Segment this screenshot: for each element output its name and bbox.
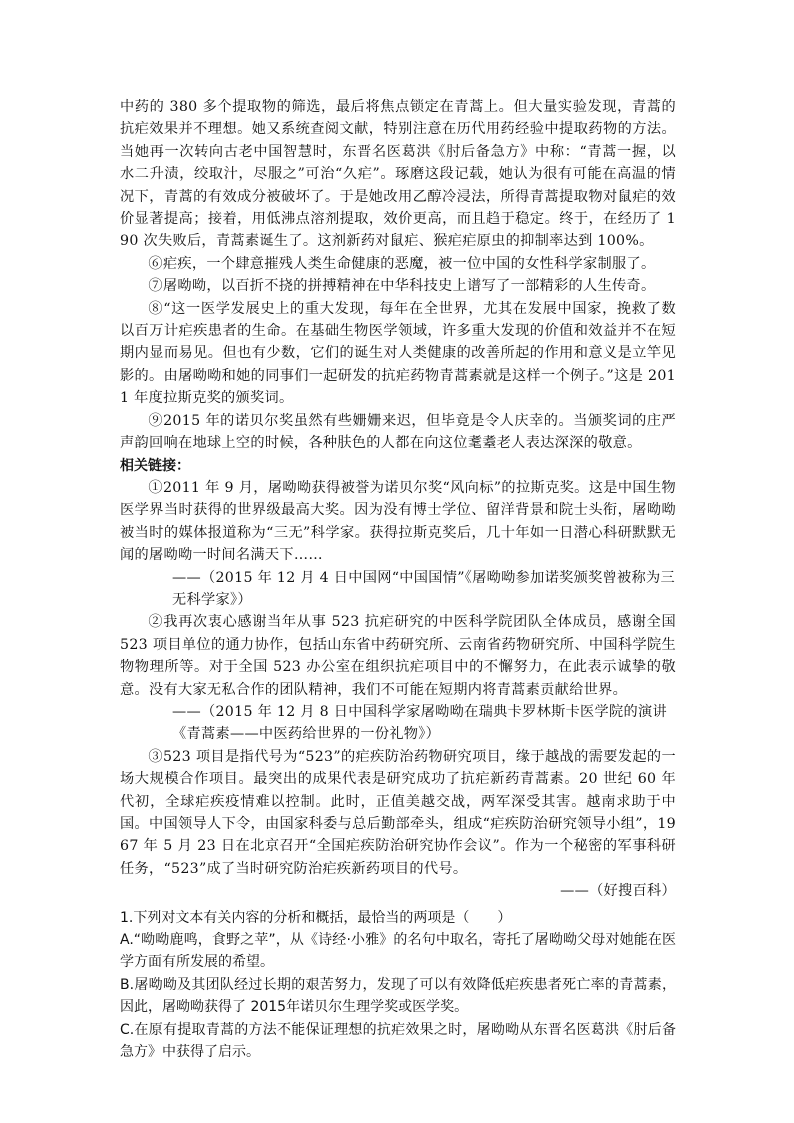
related-link-3: ③523 项目是指代号为“523”的疟疾防治药物研究项目，缘于越战的需要发起的一场大规模合作项目。最突出的成果代表是研究成功了抗疟新药青蒿素。20 世纪 60 年代初，全球疟疾疫情难以控制。此时，正值美越交战，两军深受其害。越南求助于中国。中国领导人下令，由国家科委与总后勤部牵头，组成“疟疾防治研究领导小组”，1967 年 5 月 23 日在北京召开“全国疟疾防治研究协作会议”。作为一个秘密的军事科研任务，“523”成了当时研究防治疟疾新药项目的代号。 — [120, 748, 676, 877]
question-1-option-a: A.“呦呦鹿鸣，食野之苹”，从《诗经·小雅》的名句中取名，寄托了屠呦呦父母对她能在医学方面有所发展的希望。 — [120, 932, 676, 971]
question-1-option-b: B.屠呦呦及其团队经过长期的艰苦努力，发现了可以有效降低疟疾患者死亡率的青蒿素，因此，屠呦呦获得了 2015年诺贝尔生理学奖或医学奖。 — [120, 976, 676, 1016]
document-page — [120, 96, 676, 1063]
question-1-stem: 1.下列对文本有关内容的分析和概括，最恰当的两项是（ ） — [120, 909, 512, 926]
question-1-option-c: C.在原有提取青蒿的方法不能保证理想的抗疟效果之时，屠呦呦从东晋名医葛洪《肘后备急方》中获得了启示。 — [120, 1021, 676, 1061]
article-paragraph-9: ⑨2015 年的诺贝尔奖虽然有些姗姗来迟，但毕竟是令人庆幸的。当颁奖词的庄严声韵回响在地球上空的时候，各种肤色的人都在向这位耄耋老人表达深深的敬意。 — [120, 412, 676, 452]
related-link-3-source: ——（好搜百科） — [560, 883, 676, 900]
article-paragraph-6: ⑥疟疾，一个肆意摧残人类生命健康的恶魔，被一位中国的女性科学家制服了。 — [148, 255, 656, 272]
related-link-1-source: ——（2015 年 12 月 4 日中国网“中国国情”《屠呦呦参加诺奖颁奖曾被称为三无科学家》） — [172, 569, 675, 608]
article-paragraph-7: ⑦屠呦呦，以百折不挠的拼搏精神在中华科技史上谱写了一部精彩的人生传奇。 — [148, 278, 656, 295]
article-paragraph-5-continued: 中药的 380 多个提取物的筛选，最后将焦点锁定在青蒿上。但大量实验发现，青蒿的抗疟效果并不理想。她又系统查阅文献，特别注意在历代用药经验中提取药物的方法。当她再一次转向古老中国智慧时，东晋名医葛洪《肘后备急方》中称：“青蒿一握，以水二升渍，绞取汁，尽服之”可治“久疟”。琢磨这段记载，她认为很有可能在高温的情况下，青蒿的有效成分被破坏了。于是她改用乙醇冷浸法，所得青蒿提取物对鼠疟的效价显著提高；接着，用低沸点溶剂提取，效价更高，而且趋于稳定。终于，在经历了 190 次失败后，青蒿素诞生了。这剂新药对鼠疟、猴疟疟原虫的抑制率达到 100%。 — [120, 99, 676, 250]
related-links-heading: 相关链接： — [120, 457, 190, 474]
question-block — [120, 907, 676, 1064]
article-paragraph-8: ⑧“这一医学发展史上的重大发现，每年在全世界，尤其在发展中国家，挽救了数以百万计疟疾患者的生命。在基础生物医学领域，许多重大发现的价值和效益并不在短期内显而易见。但也有少数，它们的诞生对人类健康的改善所起的作用和意义是立竿见影的。由屠呦呦和她的同事们一起研发的抗疟药物青蒿素就是这样一个例子。”这是 2011 年度拉斯克奖的颁奖词。 — [120, 300, 676, 407]
related-link-2: ②我再次衷心感谢当年从事 523 抗疟研究的中医科学院团队全体成员，感谢全国 523 项目单位的通力协作，包括山东省中药研究所、云南省药物研究所、中国科学院生物物理所等。对于全国 523 办公室在组织抗疟项目中的不懈努力，在此表示诚挚的敬意。没有大家无私合作的团队精神，我们不可能在短期内将青蒿素贡献给世界。 — [120, 614, 676, 698]
related-link-1: ①2011 年 9 月，屠呦呦获得被誉为诺贝尔奖“风向标”的拉斯克奖。这是中国生物医学界当时获得的世界级最高大奖。因为没有博士学位、留洋背景和院士头衔，屠呦呦被当时的媒体报道称为“三无”科学家。获得拉斯克奖后，几十年如一日潜心科研默默无闻的屠呦呦一时间名满天下…… — [120, 479, 676, 564]
related-link-2-source: ——（2015 年 12 月 8 日中国科学家屠呦呦在瑞典卡罗林斯卡医学院的演讲《青蒿素——中医药给世界的一份礼物》） — [172, 703, 667, 743]
